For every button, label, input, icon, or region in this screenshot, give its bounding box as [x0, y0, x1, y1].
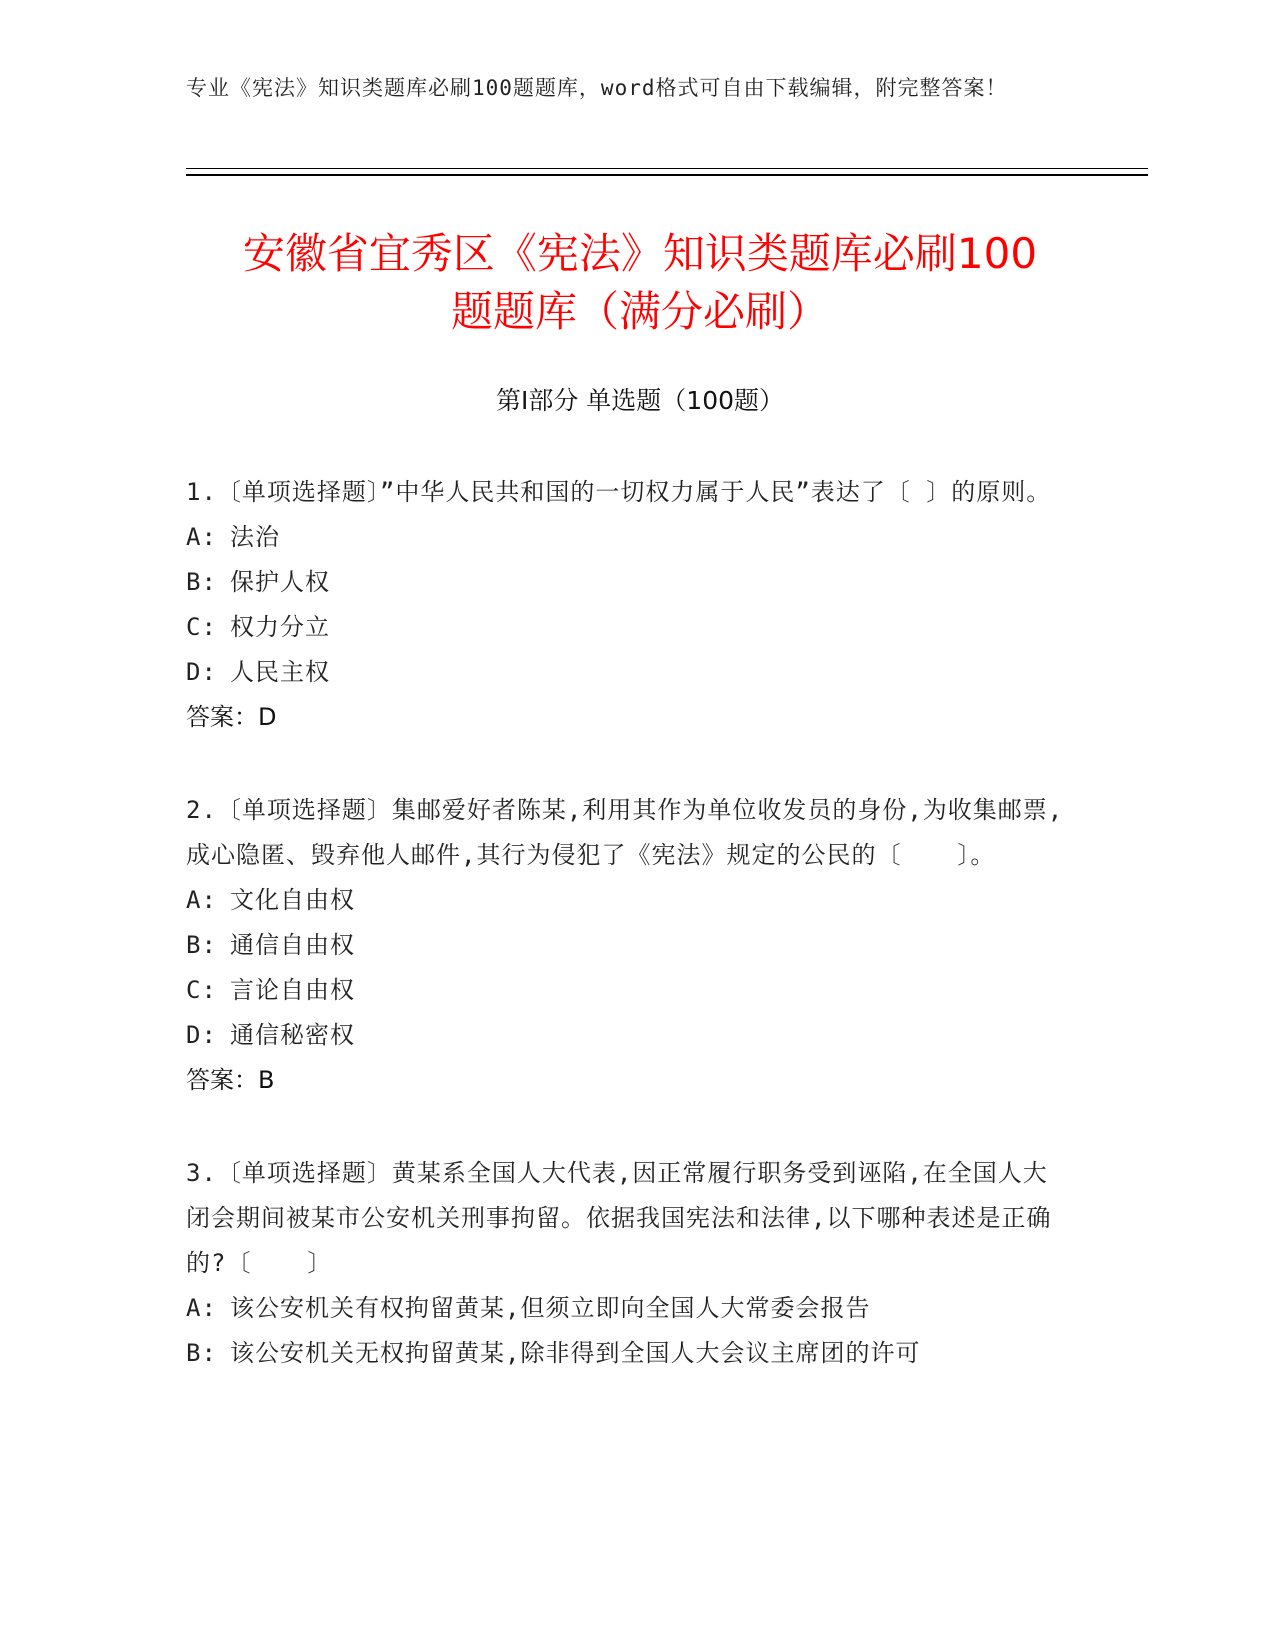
- header-divider-thick: [186, 174, 1148, 176]
- header-divider-thin: [186, 168, 1148, 169]
- option-key: C:: [186, 613, 217, 641]
- option-text: 文化自由权: [230, 886, 355, 914]
- option-key: C:: [186, 976, 217, 1004]
- option-text: 通信自由权: [230, 931, 355, 959]
- question-2: [186, 788, 1066, 1103]
- option-key: D:: [186, 1021, 217, 1049]
- option-text: 通信秘密权: [230, 1021, 355, 1049]
- option-c: [186, 605, 1066, 650]
- option-key: B:: [186, 1339, 217, 1367]
- option-a: [186, 1286, 1066, 1331]
- option-text: 言论自由权: [230, 976, 355, 1004]
- answer: 答案：D: [186, 703, 277, 731]
- option-d: [186, 1013, 1066, 1058]
- option-b: [186, 923, 1066, 968]
- header-note: 专业《宪法》知识类题库必刷100题题库，word格式可自由下载编辑，附完整答案！: [186, 76, 1008, 100]
- option-a: [186, 515, 1066, 560]
- question-list: [186, 470, 1066, 1424]
- question-1: [186, 470, 1066, 740]
- option-a: [186, 878, 1066, 923]
- option-text: 该公安机关无权拘留黄某,除非得到全国人大会议主席团的许可: [230, 1339, 921, 1367]
- option-text: 该公安机关有权拘留黄某,但须立即向全国人大常委会报告: [230, 1294, 871, 1322]
- option-text: 保护人权: [230, 568, 330, 596]
- option-c: [186, 968, 1066, 1013]
- question-stem: 2.〔单项选择题〕集邮爱好者陈某,利用其作为单位收发员的身份,为收集邮票,成心隐匿、毁弃他人邮件,其行为侵犯了《宪法》规定的公民的〔 〕。: [186, 796, 1064, 869]
- option-key: A:: [186, 1294, 217, 1322]
- document-title: [160, 225, 1120, 341]
- option-text: 权力分立: [230, 613, 330, 641]
- section-title: 第Ⅰ部分 单选题（100题）: [495, 386, 785, 415]
- document-title-line-1: 安徽省宜秀区《宪法》知识类题库必刷100: [242, 229, 1038, 278]
- option-d: [186, 650, 1066, 695]
- option-key: B:: [186, 568, 217, 596]
- option-b: [186, 560, 1066, 605]
- option-text: 人民主权: [230, 658, 330, 686]
- document-title-line-2: 题题库（满分必刷）: [450, 287, 829, 336]
- question-3: [186, 1151, 1066, 1376]
- option-b: [186, 1331, 1066, 1376]
- option-key: A:: [186, 886, 217, 914]
- question-stem: 1.〔单项选择题〕”中华人民共和国的一切权力属于人民”表达了〔 〕的原则。: [186, 478, 1052, 506]
- option-text: 法治: [230, 523, 280, 551]
- option-key: A:: [186, 523, 217, 551]
- option-key: B:: [186, 931, 217, 959]
- question-stem: 3.〔单项选择题〕黄某系全国人大代表,因正常履行职务受到诬陷,在全国人大闭会期间被某市公安机关刑事拘留。依据我国宪法和法律,以下哪种表述是正确的?〔 〕: [186, 1159, 1052, 1277]
- option-key: D:: [186, 658, 217, 686]
- answer: 答案：B: [186, 1066, 275, 1094]
